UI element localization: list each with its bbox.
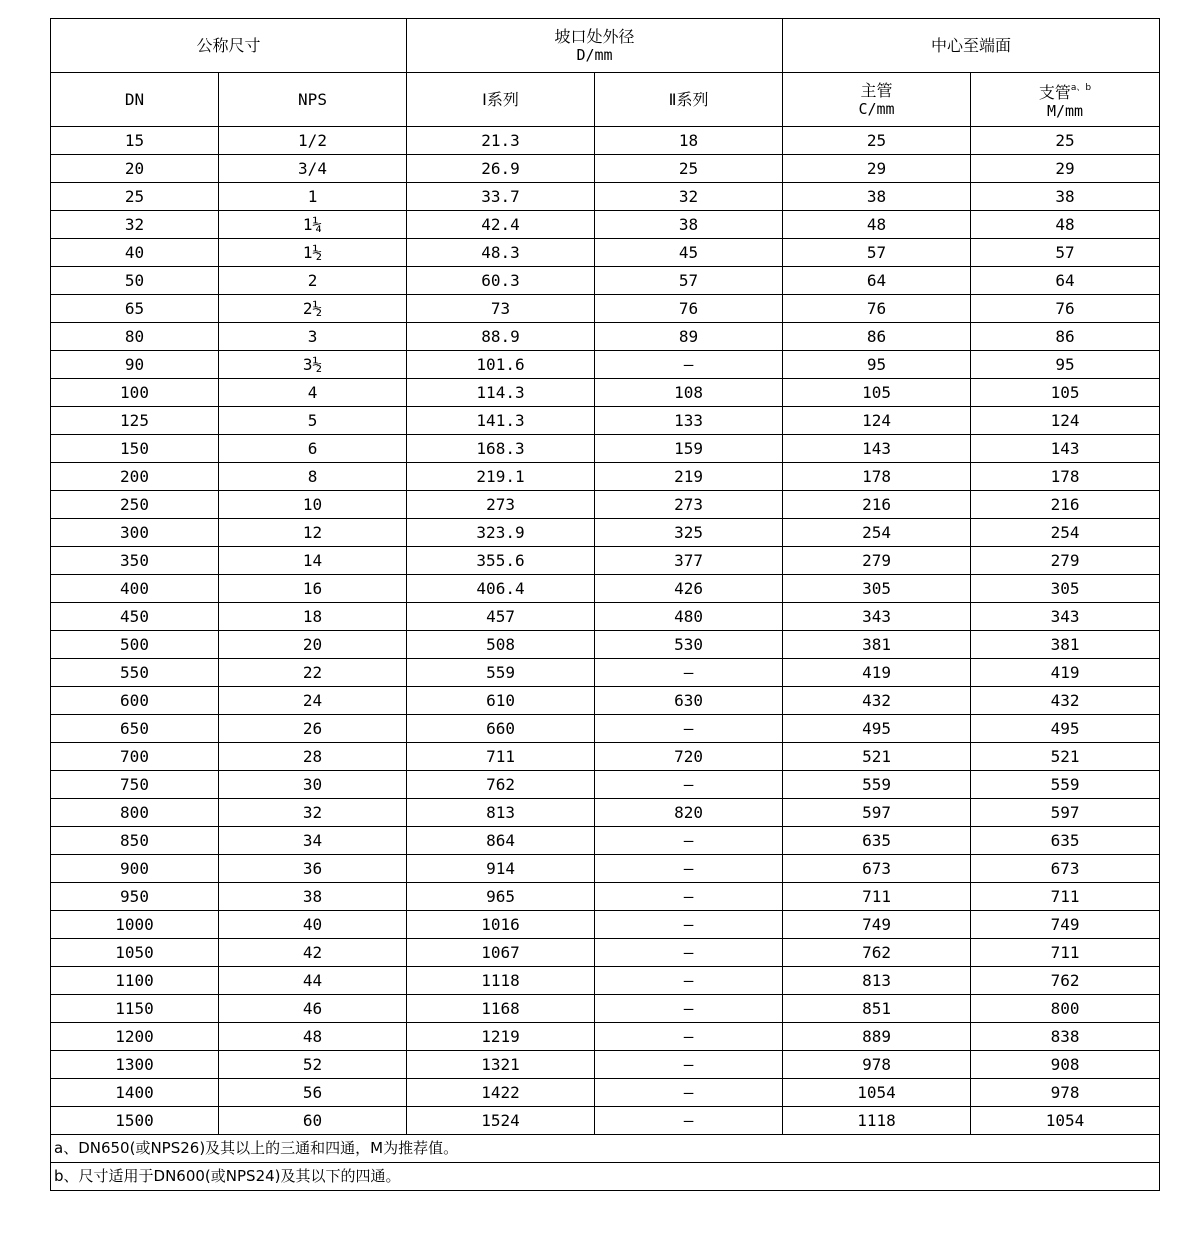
cell-series-1: 864 [407, 827, 595, 855]
cell-dn: 125 [51, 407, 219, 435]
table-row [51, 323, 1160, 351]
cell-dn: 450 [51, 603, 219, 631]
table-row [51, 295, 1160, 323]
cell-series-2: – [595, 1107, 783, 1135]
header-bevel-od [407, 19, 783, 73]
header-branch [971, 73, 1160, 127]
cell-dn: 15 [51, 127, 219, 155]
cell-branch-m: 711 [971, 939, 1160, 967]
table-row [51, 995, 1160, 1023]
table-row [51, 183, 1160, 211]
cell-nps: 1/2 [219, 127, 407, 155]
cell-series-1: 1016 [407, 911, 595, 939]
cell-dn: 25 [51, 183, 219, 211]
cell-series-2: 25 [595, 155, 783, 183]
cell-series-1: 559 [407, 659, 595, 687]
table-row [51, 967, 1160, 995]
header-run-label: 主管 [860, 80, 893, 100]
table-row [51, 519, 1160, 547]
cell-dn: 40 [51, 239, 219, 267]
table-row [51, 211, 1160, 239]
cell-series-1: 219.1 [407, 463, 595, 491]
cell-series-1: 1422 [407, 1079, 595, 1107]
cell-branch-m: 76 [971, 295, 1160, 323]
cell-dn: 900 [51, 855, 219, 883]
cell-branch-m: 762 [971, 967, 1160, 995]
cell-nps: 1½ [219, 239, 407, 267]
cell-series-1: 168.3 [407, 435, 595, 463]
cell-series-1: 813 [407, 799, 595, 827]
cell-run-c: 29 [783, 155, 971, 183]
header-dn: DN [51, 73, 219, 127]
cell-run-c: 305 [783, 575, 971, 603]
cell-run-c: 343 [783, 603, 971, 631]
cell-run-c: 1054 [783, 1079, 971, 1107]
cell-branch-m: 838 [971, 1023, 1160, 1051]
table-row [51, 631, 1160, 659]
cell-series-1: 1118 [407, 967, 595, 995]
cell-dn: 650 [51, 715, 219, 743]
cell-nps: 32 [219, 799, 407, 827]
cell-series-2: 18 [595, 127, 783, 155]
cell-run-c: 559 [783, 771, 971, 799]
cell-series-1: 1219 [407, 1023, 595, 1051]
table-row [51, 855, 1160, 883]
header-branch-footnote-ref: a、b [1070, 82, 1092, 93]
cell-nps: 42 [219, 939, 407, 967]
cell-dn: 65 [51, 295, 219, 323]
cell-nps: 3/4 [219, 155, 407, 183]
cell-run-c: 86 [783, 323, 971, 351]
cell-series-1: 660 [407, 715, 595, 743]
cell-series-1: 42.4 [407, 211, 595, 239]
cell-nps: 38 [219, 883, 407, 911]
cell-run-c: 105 [783, 379, 971, 407]
cell-run-c: 711 [783, 883, 971, 911]
header-run-unit: C/mm [858, 99, 895, 118]
header-branch-label: 支管 [1038, 82, 1071, 102]
cell-nps: 8 [219, 463, 407, 491]
cell-branch-m: 38 [971, 183, 1160, 211]
cell-branch-m: 432 [971, 687, 1160, 715]
cell-branch-m: 711 [971, 883, 1160, 911]
cell-run-c: 38 [783, 183, 971, 211]
cell-branch-m: 1054 [971, 1107, 1160, 1135]
cell-nps: 24 [219, 687, 407, 715]
header-series-1: Ⅰ系列 [407, 73, 595, 127]
cell-series-1: 965 [407, 883, 595, 911]
cell-branch-m: 105 [971, 379, 1160, 407]
cell-series-1: 101.6 [407, 351, 595, 379]
cell-series-2: – [595, 715, 783, 743]
cell-dn: 950 [51, 883, 219, 911]
cell-run-c: 143 [783, 435, 971, 463]
cell-series-2: – [595, 995, 783, 1023]
footnote-row [51, 1135, 1160, 1163]
table-row [51, 939, 1160, 967]
cell-dn: 20 [51, 155, 219, 183]
cell-branch-m: 749 [971, 911, 1160, 939]
cell-dn: 200 [51, 463, 219, 491]
table-row [51, 827, 1160, 855]
cell-branch-m: 178 [971, 463, 1160, 491]
cell-nps: 2 [219, 267, 407, 295]
cell-dn: 300 [51, 519, 219, 547]
cell-nps: 1¼ [219, 211, 407, 239]
table-row [51, 771, 1160, 799]
cell-dn: 250 [51, 491, 219, 519]
cell-series-1: 273 [407, 491, 595, 519]
cell-dn: 90 [51, 351, 219, 379]
cell-series-2: 76 [595, 295, 783, 323]
cell-series-1: 141.3 [407, 407, 595, 435]
cell-run-c: 1118 [783, 1107, 971, 1135]
table-row [51, 883, 1160, 911]
cell-dn: 50 [51, 267, 219, 295]
table-row [51, 239, 1160, 267]
table-row [51, 1107, 1160, 1135]
cell-branch-m: 419 [971, 659, 1160, 687]
cell-run-c: 57 [783, 239, 971, 267]
cell-nps: 2½ [219, 295, 407, 323]
cell-dn: 1050 [51, 939, 219, 967]
cell-series-1: 508 [407, 631, 595, 659]
footnote-text: b、尺寸适用于DN600(或NPS24)及其以下的四通。 [51, 1163, 1160, 1191]
cell-branch-m: 29 [971, 155, 1160, 183]
table-row [51, 463, 1160, 491]
cell-branch-m: 908 [971, 1051, 1160, 1079]
cell-run-c: 254 [783, 519, 971, 547]
table-row [51, 155, 1160, 183]
table-row [51, 547, 1160, 575]
cell-dn: 150 [51, 435, 219, 463]
cell-run-c: 216 [783, 491, 971, 519]
cell-branch-m: 95 [971, 351, 1160, 379]
cell-series-2: 108 [595, 379, 783, 407]
cell-dn: 500 [51, 631, 219, 659]
cell-nps: 6 [219, 435, 407, 463]
cell-nps: 46 [219, 995, 407, 1023]
cell-run-c: 495 [783, 715, 971, 743]
cell-branch-m: 86 [971, 323, 1160, 351]
cell-run-c: 25 [783, 127, 971, 155]
cell-nps: 5 [219, 407, 407, 435]
cell-run-c: 419 [783, 659, 971, 687]
cell-series-2: 426 [595, 575, 783, 603]
cell-nps: 4 [219, 379, 407, 407]
cell-series-1: 33.7 [407, 183, 595, 211]
cell-series-2: – [595, 967, 783, 995]
cell-series-2: 219 [595, 463, 783, 491]
cell-branch-m: 48 [971, 211, 1160, 239]
cell-nps: 34 [219, 827, 407, 855]
cell-series-2: – [595, 659, 783, 687]
table-row [51, 267, 1160, 295]
cell-nps: 16 [219, 575, 407, 603]
table-row [51, 379, 1160, 407]
cell-branch-m: 635 [971, 827, 1160, 855]
cell-run-c: 279 [783, 547, 971, 575]
cell-run-c: 95 [783, 351, 971, 379]
cell-nps: 28 [219, 743, 407, 771]
table-row [51, 715, 1160, 743]
cell-dn: 750 [51, 771, 219, 799]
cell-series-1: 457 [407, 603, 595, 631]
cell-series-2: 89 [595, 323, 783, 351]
cell-branch-m: 216 [971, 491, 1160, 519]
cell-dn: 1100 [51, 967, 219, 995]
footnote-text: a、DN650(或NPS26)及其以上的三通和四通，M为推荐值。 [51, 1135, 1160, 1163]
cell-nps: 26 [219, 715, 407, 743]
table-row [51, 575, 1160, 603]
header-bevel-od-unit: D/mm [576, 45, 613, 64]
cell-series-2: 38 [595, 211, 783, 239]
cell-dn: 550 [51, 659, 219, 687]
table-row [51, 743, 1160, 771]
cell-series-1: 1067 [407, 939, 595, 967]
table-row [51, 603, 1160, 631]
cell-run-c: 521 [783, 743, 971, 771]
cell-dn: 100 [51, 379, 219, 407]
cell-series-2: 820 [595, 799, 783, 827]
cell-series-1: 1168 [407, 995, 595, 1023]
cell-series-2: – [595, 939, 783, 967]
table-row [51, 407, 1160, 435]
cell-branch-m: 673 [971, 855, 1160, 883]
cell-series-1: 1321 [407, 1051, 595, 1079]
cell-nps: 10 [219, 491, 407, 519]
cell-dn: 800 [51, 799, 219, 827]
cell-run-c: 76 [783, 295, 971, 323]
cell-run-c: 889 [783, 1023, 971, 1051]
cell-series-1: 48.3 [407, 239, 595, 267]
cell-run-c: 635 [783, 827, 971, 855]
cell-nps: 20 [219, 631, 407, 659]
cell-dn: 1300 [51, 1051, 219, 1079]
cell-nps: 14 [219, 547, 407, 575]
cell-series-2: 720 [595, 743, 783, 771]
cell-series-1: 762 [407, 771, 595, 799]
cell-series-1: 114.3 [407, 379, 595, 407]
cell-nps: 36 [219, 855, 407, 883]
cell-nps: 44 [219, 967, 407, 995]
footnote-row [51, 1163, 1160, 1191]
table-row [51, 351, 1160, 379]
cell-dn: 700 [51, 743, 219, 771]
cell-nps: 48 [219, 1023, 407, 1051]
cell-series-1: 26.9 [407, 155, 595, 183]
table-row [51, 1051, 1160, 1079]
cell-run-c: 978 [783, 1051, 971, 1079]
cell-dn: 1200 [51, 1023, 219, 1051]
header-nps: NPS [219, 73, 407, 127]
cell-series-2: 530 [595, 631, 783, 659]
cell-branch-m: 381 [971, 631, 1160, 659]
cell-run-c: 851 [783, 995, 971, 1023]
cell-series-1: 1524 [407, 1107, 595, 1135]
cell-nps: 60 [219, 1107, 407, 1135]
cell-dn: 1150 [51, 995, 219, 1023]
table-row [51, 1079, 1160, 1107]
cell-series-2: 480 [595, 603, 783, 631]
cell-nps: 12 [219, 519, 407, 547]
cell-branch-m: 64 [971, 267, 1160, 295]
cell-series-1: 21.3 [407, 127, 595, 155]
cell-dn: 32 [51, 211, 219, 239]
cell-series-2: – [595, 883, 783, 911]
cell-dn: 350 [51, 547, 219, 575]
header-branch-unit: M/mm [1046, 101, 1084, 120]
cell-dn: 1500 [51, 1107, 219, 1135]
cell-run-c: 48 [783, 211, 971, 239]
cell-nps: 18 [219, 603, 407, 631]
cell-run-c: 64 [783, 267, 971, 295]
cell-series-1: 355.6 [407, 547, 595, 575]
table-row [51, 1023, 1160, 1051]
cell-series-2: – [595, 771, 783, 799]
cell-dn: 600 [51, 687, 219, 715]
table-row [51, 127, 1160, 155]
header-nominal-size: 公称尺寸 [51, 19, 407, 73]
cell-run-c: 813 [783, 967, 971, 995]
header-series-2: Ⅱ系列 [595, 73, 783, 127]
cell-nps: 56 [219, 1079, 407, 1107]
cell-branch-m: 279 [971, 547, 1160, 575]
cell-series-2: – [595, 911, 783, 939]
cell-run-c: 762 [783, 939, 971, 967]
table-row [51, 687, 1160, 715]
cell-run-c: 432 [783, 687, 971, 715]
cell-run-c: 178 [783, 463, 971, 491]
cell-series-1: 60.3 [407, 267, 595, 295]
cell-nps: 52 [219, 1051, 407, 1079]
cell-series-2: – [595, 855, 783, 883]
header-center-to-end: 中心至端面 [783, 19, 1160, 73]
cell-dn: 400 [51, 575, 219, 603]
cell-series-2: 325 [595, 519, 783, 547]
cell-run-c: 749 [783, 911, 971, 939]
cell-series-1: 914 [407, 855, 595, 883]
cell-branch-m: 343 [971, 603, 1160, 631]
header-run [783, 73, 971, 127]
cell-series-2: – [595, 827, 783, 855]
table-row [51, 435, 1160, 463]
cell-series-1: 711 [407, 743, 595, 771]
cell-series-2: – [595, 1079, 783, 1107]
cell-branch-m: 495 [971, 715, 1160, 743]
cell-series-2: – [595, 1051, 783, 1079]
table-row [51, 491, 1160, 519]
cell-series-2: 377 [595, 547, 783, 575]
cell-branch-m: 57 [971, 239, 1160, 267]
cell-run-c: 597 [783, 799, 971, 827]
cell-branch-m: 978 [971, 1079, 1160, 1107]
cell-branch-m: 25 [971, 127, 1160, 155]
cell-series-1: 73 [407, 295, 595, 323]
cell-dn: 1000 [51, 911, 219, 939]
cell-branch-m: 597 [971, 799, 1160, 827]
cell-run-c: 381 [783, 631, 971, 659]
table-row [51, 799, 1160, 827]
cell-branch-m: 800 [971, 995, 1160, 1023]
pipe-dimension-table [50, 18, 1160, 1191]
cell-run-c: 673 [783, 855, 971, 883]
header-bevel-od-label: 坡口处外径 [554, 26, 635, 46]
cell-dn: 850 [51, 827, 219, 855]
header-row-1 [51, 19, 1160, 73]
cell-nps: 22 [219, 659, 407, 687]
cell-run-c: 124 [783, 407, 971, 435]
cell-series-2: – [595, 351, 783, 379]
cell-dn: 1400 [51, 1079, 219, 1107]
cell-series-2: – [595, 1023, 783, 1051]
cell-nps: 30 [219, 771, 407, 799]
cell-branch-m: 521 [971, 743, 1160, 771]
cell-series-2: 45 [595, 239, 783, 267]
cell-series-1: 323.9 [407, 519, 595, 547]
cell-series-2: 32 [595, 183, 783, 211]
cell-series-2: 159 [595, 435, 783, 463]
cell-nps: 3½ [219, 351, 407, 379]
table-row [51, 911, 1160, 939]
cell-branch-m: 124 [971, 407, 1160, 435]
cell-series-2: 630 [595, 687, 783, 715]
cell-branch-m: 559 [971, 771, 1160, 799]
cell-series-1: 406.4 [407, 575, 595, 603]
cell-branch-m: 254 [971, 519, 1160, 547]
cell-branch-m: 305 [971, 575, 1160, 603]
cell-series-2: 57 [595, 267, 783, 295]
cell-series-2: 273 [595, 491, 783, 519]
cell-dn: 80 [51, 323, 219, 351]
cell-nps: 3 [219, 323, 407, 351]
cell-branch-m: 143 [971, 435, 1160, 463]
cell-nps: 40 [219, 911, 407, 939]
table-row [51, 659, 1160, 687]
cell-series-1: 88.9 [407, 323, 595, 351]
header-row-2 [51, 73, 1160, 127]
cell-series-2: 133 [595, 407, 783, 435]
cell-series-1: 610 [407, 687, 595, 715]
cell-nps: 1 [219, 183, 407, 211]
